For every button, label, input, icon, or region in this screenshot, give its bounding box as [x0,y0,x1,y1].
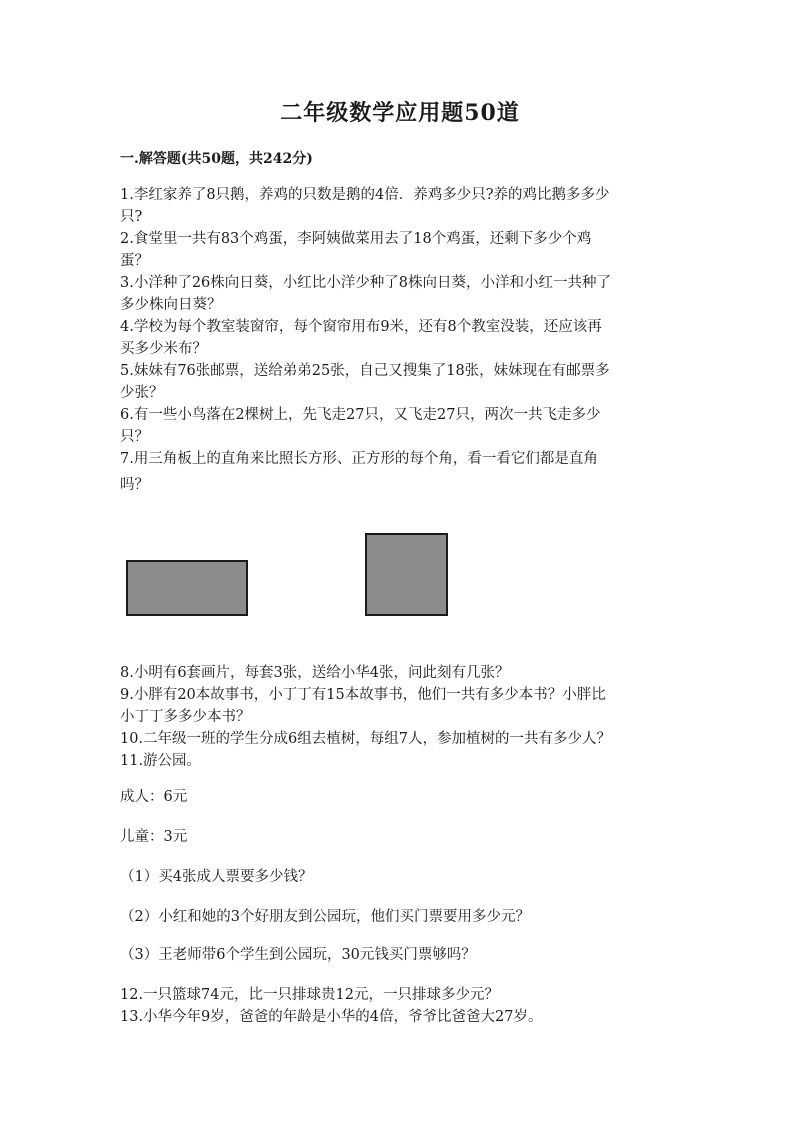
questions-8-11 [120,662,690,772]
question-10: 10.二年级一班的学生分成6组去植树，每组7人，参加植树的一共有多少人？ [120,731,612,747]
question-3-line-1: 3.小洋种了26株向日葵，小红比小洋少种了8株向日葵，小洋和小红一共种了 [120,275,612,291]
rectangle-figure [126,560,248,616]
questions-1-7 [120,184,690,470]
question-4-line-1: 4.学校为每个教室装窗帘，每个窗帘用布9米，还有8个教室没装，还应该再 [120,319,602,335]
question-1-line-2: 只? [120,209,143,225]
question-6-line-2: 只？ [120,429,149,445]
question-8: 8.小明有6套画片，每套3张，送给小华4张，问此刻有几张？ [120,665,510,681]
question-3-line-2: 多少株向日葵？ [120,297,222,313]
question-2-line-2: 蛋？ [120,253,149,269]
question-12: 12.一只篮球74元，比一只排球贵12元，一只排球多少元？ [120,987,499,1003]
sub-question-3: （3）王老师带6个学生到公园玩，30元钱买门票够吗？ [120,947,476,963]
question-7-line-1: 7.用三角板上的直角来比照长方形、正方形的每个角，看一看它们都是直角 [120,451,598,467]
sub-question-2: （2）小红和她的3个好朋友到公园玩，他们买门票要用多少元？ [120,909,530,925]
question-4-line-2: 买多少米布？ [120,341,207,357]
question-2-line-1: 2.食堂里一共有83个鸡蛋，李阿姨做菜用去了18个鸡蛋，还剩下多少个鸡 [120,231,592,247]
question-5-line-2: 少张？ [120,385,164,401]
question-6-line-1: 6.有一些小鸟落在2棵树上，先飞走27只，又飞走27只，两次一共飞走多少 [120,407,601,423]
question-5-line-1: 5.妹妹有76张邮票，送给弟弟25张，自己又搜集了18张，妹妹现在有邮票多 [120,363,610,379]
question-9-line-1: 9.小胖有20本故事书，小丁丁有15本故事书，他们一共有多少本书？小胖比 [120,687,606,703]
question-1-line-1: 1.李红家养了8只鹅，养鸡的只数是鹅的4倍．养鸡多少只?养的鸡比鹅多多少 [120,187,610,203]
question-9-line-2: 小丁丁多多少本书？ [120,709,251,725]
question-7-line-2: 吗？ [120,477,149,493]
adult-price: 成人：6元 [120,789,188,805]
question-11: 11.游公园。 [120,753,202,769]
child-price: 儿童：3元 [120,829,188,845]
page-title: 二年级数学应用题50道 [280,100,520,126]
sub-question-1: （1）买4张成人票要多少钱？ [120,869,313,885]
section-heading: 一.解答题(共50题，共242分) [120,151,313,167]
square-figure [365,533,448,616]
question-13: 13.小华今年9岁，爸爸的年龄是小华的4倍，爷爷比爸爸大27岁。 [120,1009,543,1025]
